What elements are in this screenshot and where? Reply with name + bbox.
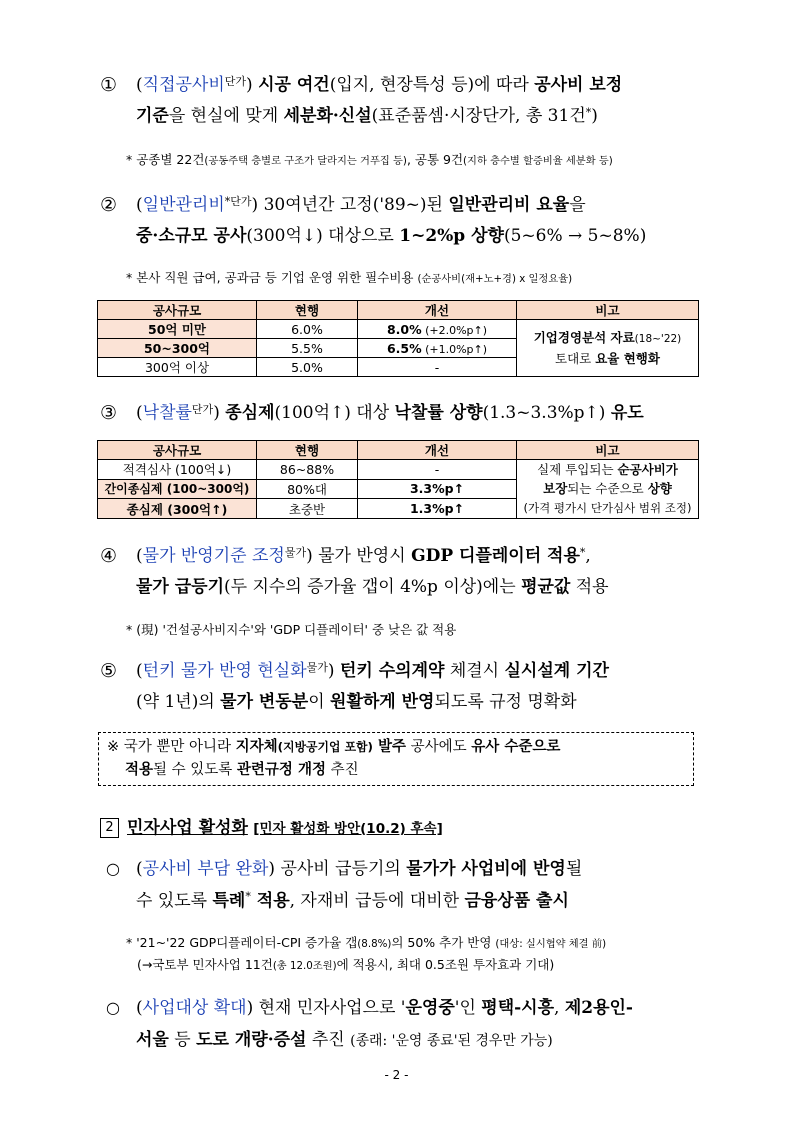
text-run: 물가 급등기 [136, 577, 225, 597]
text-run: 1~2%p 상향 [399, 226, 504, 246]
item-1-line2 [136, 101, 598, 132]
text-run: 될 수 있도록 [153, 762, 237, 778]
text-run: 물가가 사업비에 반영 [406, 859, 566, 879]
text-run: ( [136, 661, 143, 681]
text-run: (표준품셈·시장단가, 총 31건 [371, 106, 586, 126]
item-1-number: ① [100, 74, 118, 96]
section-subtitle: [민자 활성화 방안(10.2) 후속] [253, 821, 443, 837]
text-run: 낙찰률 상향 [394, 403, 483, 423]
text-run: ( [136, 403, 143, 423]
box-line2 [125, 759, 359, 782]
t1-header-current: 현행 [257, 301, 358, 320]
text-run: GDP 디플레이터 적용 [411, 546, 580, 566]
text-run: (1.3~3.3%p↑) [482, 403, 611, 423]
text-run: (대상: 실시협약 체결 前) [495, 938, 607, 950]
text-run: * 공종별 22건 [126, 152, 205, 167]
text-run: 금융상품 출시 [464, 891, 569, 911]
text-run: 적용 [570, 577, 609, 597]
text-run: ) 현재 민자사업으로 ' [246, 998, 406, 1018]
item-3-line1 [136, 398, 644, 429]
text-run: 턴키 물가 반영 현실화 [142, 661, 307, 681]
item-1-line1 [136, 70, 622, 101]
t1-header-remark: 비고 [517, 301, 699, 320]
text-run: (지방공기업 포함) [277, 740, 373, 754]
text-run: * '21~'22 GDP디플레이터-CPI 증가율 갭 [126, 935, 358, 950]
text-run: (→국토부 민자사업 11건 [137, 957, 273, 972]
text-run: 을 [569, 195, 586, 215]
text-run: 서울 [136, 1030, 169, 1050]
text-run: ) [246, 75, 259, 95]
t1-current: 6.0% [257, 320, 358, 339]
text-run: 을 현실에 맞게 [168, 106, 284, 126]
t2-improve: 1.3%p↑ [358, 499, 517, 519]
t2-current: 86~88% [257, 460, 358, 480]
t2-improve: 3.3%p↑ [358, 479, 517, 499]
text-run: 지자체 [235, 739, 278, 755]
text-run: 의 50% 추가 반영 [391, 935, 496, 950]
t2-improve: - [358, 460, 517, 480]
item-4-line1 [136, 541, 591, 572]
text-run: 관련규정 개정 [236, 762, 326, 778]
text-run: 추진 [306, 1030, 351, 1050]
t1-size: 50~300억 [98, 339, 257, 358]
text-run: 공사비 보정 [534, 75, 623, 95]
item-5-line1 [136, 656, 609, 687]
item-2-number: ② [100, 194, 118, 216]
overhead-rate-table [97, 300, 699, 377]
text-run: (약 1년)의 [136, 692, 221, 712]
text-run: 세분화·신설 [283, 106, 372, 126]
t2-remark: 실제 투입되는 순공사비가 보장되는 수준으로 상향 (가격 평가시 단가심사 범위 조정) [517, 460, 699, 519]
item-5-number: ⑤ [100, 660, 118, 682]
t1-header-improve: 개선 [358, 301, 517, 320]
t2-header-size: 공사규모 [98, 441, 257, 460]
section-title: 민자사업 활성화 [127, 818, 248, 838]
note-5-line2 [137, 955, 554, 973]
text-run: 기준 [136, 106, 169, 126]
text-run: (5~6% → 5~8%) [503, 226, 647, 246]
text-run: (총 12.0조원) [272, 960, 337, 972]
text-run: 일반관리비 요율 [448, 195, 570, 215]
section-2-heading [100, 813, 443, 838]
text-run: 턴키 수의계약 [339, 661, 445, 681]
item-4-line2 [136, 572, 609, 603]
t1-improve: 6.5% (+1.0%p↑) [358, 339, 517, 358]
text-run: ) [327, 661, 340, 681]
text-run: * [585, 106, 592, 119]
text-run: * [579, 546, 586, 559]
text-run: 제2용인- [564, 998, 633, 1018]
text-run: ) [591, 106, 598, 126]
text-run: (100억↑) 대상 [274, 403, 395, 423]
bullet-1-line1 [136, 853, 582, 885]
text-run: 원활하게 반영 [330, 692, 435, 712]
text-run: 물가 [284, 546, 307, 559]
text-run: , 자재비 급등에 대비한 [289, 891, 465, 911]
bullet-2-line2 [136, 1024, 553, 1057]
text-run: 일반관리비 [142, 195, 225, 215]
text-run: (지하 층수별 할증비율 세분화 등) [463, 155, 613, 167]
text-run: 낙찰률 [142, 403, 192, 423]
box-line1 [107, 736, 560, 759]
bullet-marker: ○ [106, 998, 120, 1017]
text-run: 운영중 [405, 998, 455, 1018]
text-run: 등 [168, 1030, 197, 1050]
text-run: '인 [454, 998, 482, 1018]
text-run: 단가 [224, 75, 247, 88]
t1-remark: 기업경영분석 자료(18~'22) 토대로 요율 현행화 [517, 320, 699, 377]
text-run: 물가 변동분 [220, 692, 309, 712]
text-run: 에 적용시, 최대 0.5조원 투자효과 기대) [336, 957, 555, 972]
note-4 [126, 620, 456, 638]
t2-size: 적격심사 (100억↓) [98, 460, 257, 480]
text-run: 될 [565, 859, 583, 879]
text-run: (두 지수의 증가율 갭이 4%p 이상)에는 [224, 577, 522, 597]
text-run: (공동주택 층별로 구조가 달라지는 거푸집 등) [204, 155, 407, 167]
text-run: 적용 [125, 762, 154, 778]
text-run: 직접공사비 [142, 75, 225, 95]
text-run: 유사 수준으로 [471, 739, 561, 755]
text-run: ( [136, 195, 143, 215]
item-4-number: ④ [100, 545, 118, 567]
t1-header-size: 공사규모 [98, 301, 257, 320]
bullet-2-line1 [136, 992, 633, 1024]
t1-improve: 8.0% (+2.0%p↑) [358, 320, 517, 339]
t2-header-current: 현행 [257, 441, 358, 460]
text-run: *단가 [224, 195, 252, 208]
text-run: * 본사 직원 급여, 공과금 등 기업 운영 위한 필수비용 [126, 270, 418, 285]
item-2-line2 [136, 221, 646, 252]
t1-size: 300억 이상 [98, 358, 257, 377]
text-run: 공사비 부담 완화 [142, 859, 269, 879]
text-run: 물가 반영기준 조정 [142, 546, 285, 566]
text-run: (입지, 현장특성 등)에 따라 [329, 75, 535, 95]
text-run: 시공 여건 [258, 75, 330, 95]
text-run: ) 물가 반영시 [306, 546, 412, 566]
bid-rate-table [97, 440, 699, 519]
text-run: 종심제 [225, 403, 275, 423]
text-run: 도로 개량·증설 [196, 1030, 307, 1050]
text-run: 이 [308, 692, 331, 712]
t2-current: 초중반 [257, 499, 358, 519]
table-row [98, 460, 699, 480]
note-2 [126, 268, 572, 286]
t2-current: 80%대 [257, 479, 358, 499]
text-run: (순공사비(재+노+경) x 일정요율) [417, 273, 573, 285]
item-3-number: ③ [100, 402, 118, 424]
table-row [98, 320, 699, 339]
bullet-1-line2 [136, 885, 569, 917]
text-run: 평택-시흥 [481, 998, 555, 1018]
text-run: ) 30여년간 고정('89~)된 [251, 195, 449, 215]
text-run: 추진 [325, 762, 359, 778]
section-number-box: 2 [100, 818, 119, 838]
item-2-line1 [136, 190, 586, 221]
text-run: ( [136, 859, 143, 879]
text-run: ( [136, 75, 143, 95]
text-run: 수 있도록 [136, 891, 213, 911]
text-run: 체결시 [444, 661, 505, 681]
text-run: 적용 [250, 891, 290, 911]
t2-size: 간이종심제 (100~300억) [98, 479, 257, 499]
t2-header-improve: 개선 [358, 441, 517, 460]
text-run: 되도록 규정 명확화 [434, 692, 577, 712]
text-run: 특례 [212, 891, 246, 911]
bullet-marker: ○ [106, 859, 120, 878]
text-run: * (現) '건설공사비지수'와 'GDP 디플레이터' 중 낮은 값 적용 [126, 622, 457, 637]
text-run: ※ 국가 뿐만 아니라 [107, 739, 236, 755]
t1-current: 5.5% [257, 339, 358, 358]
text-run: , 공통 9건 [406, 152, 464, 167]
t2-header-remark: 비고 [517, 441, 699, 460]
text-run: 공사에도 [406, 739, 472, 755]
text-run: 유도 [610, 403, 644, 423]
text-run: ( [136, 546, 143, 566]
local-government-note-box [98, 732, 694, 786]
page-number: - 2 - [384, 1068, 409, 1082]
t2-size: 종심제 (300억↑) [98, 499, 257, 519]
t1-current: 5.0% [257, 358, 358, 377]
note-5-line1 [126, 933, 606, 951]
text-run: * [245, 890, 251, 903]
text-run: (300억↓) 대상으로 [246, 226, 400, 246]
text-run: , [554, 998, 565, 1018]
text-run: 실시설계 기간 [504, 661, 609, 681]
text-run: , [585, 546, 591, 566]
note-1 [126, 150, 613, 168]
text-run: (종래: '운영 종료'된 경우만 가능) [350, 1033, 553, 1049]
item-5-line2 [136, 687, 577, 718]
t1-improve: - [358, 358, 517, 377]
text-run: 물가 [306, 661, 328, 674]
text-run: 사업대상 확대 [142, 998, 247, 1018]
text-run: ) [213, 403, 226, 423]
text-run: 발주 [372, 739, 407, 755]
text-run: (8.8%) [357, 938, 392, 950]
text-run: 단가 [191, 403, 214, 416]
text-run: ( [136, 998, 143, 1018]
text-run: ) 공사비 급등기의 [268, 859, 407, 879]
t1-size: 50억 미만 [98, 320, 257, 339]
text-run: 평균값 [521, 577, 571, 597]
text-run: 중·소규모 공사 [136, 226, 247, 246]
